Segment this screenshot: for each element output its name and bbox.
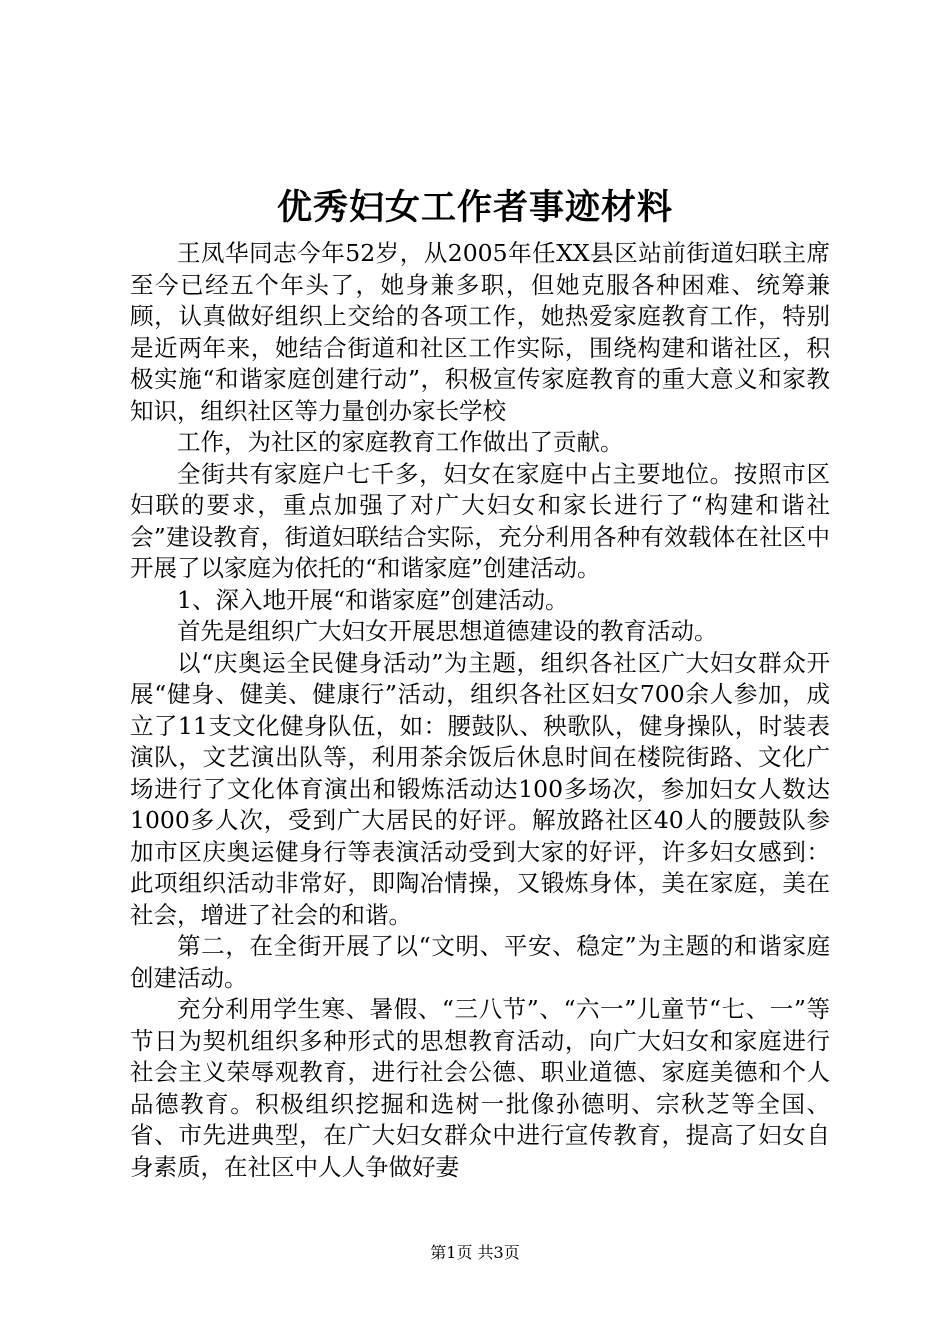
paragraph: 充分利用学生寒、暑假、“三八节”、“六一”儿童节“七、一”等节日为契机组织多种形式的思想教育活动，向广大妇女和家庭进行社会主义荣辱观教育，进行社会公德、职业道德、家庭美德和个人品德教育。积极组织挖掘和选树一批像孙德明、宗秋芝等全国、省、市先进典型，在广大妇女群众中进行宣传教育，提高了妇女自身素质，在社区中人人争做好妻 bbox=[130, 995, 830, 1181]
paragraph: 1、深入地开展“和谐家庭”创建活动。 bbox=[177, 585, 569, 614]
paragraph: 王凤华同志今年52岁，从2005年任XX县区站前街道妇联主席至今已经五个年头了，她身兼多职，但她克服各种困难、统筹兼顾，认真做好组织上交给的各项工作，她热爱家庭教育工作，特别是近两年来，她结合街道和社区工作实际，围绕构建和谐社区，积极实施“和谐家庭创建行动”，积极宣传家庭教育的重大意义和家教知识，组织社区等力量创办家长学校 bbox=[130, 239, 830, 425]
paragraph: 工作，为社区的家庭教育工作做出了贡献。 bbox=[177, 428, 624, 456]
document-body bbox=[130, 238, 830, 1183]
paragraph: 全街共有家庭户七千多，妇女在家庭中占主要地位。按照市区妇联的要求，重点加强了对广大妇女和家长进行了“构建和谐社会”建设教育，街道妇联结合实际，充分利用各种有效载体在社区中开展了以家庭为依托的“和谐家庭”创建活动。 bbox=[130, 459, 830, 582]
paragraph: 第二，在全街开展了以“文明、平安、稳定”为主题的和谐家庭创建活动。 bbox=[130, 932, 830, 992]
document-title: 优秀妇女工作者事迹材料 bbox=[276, 187, 673, 228]
paragraph: 以“庆奥运全民健身活动”为主题，组织各社区广大妇女群众开展“健身、健美、健康行”活动，组织各社区妇女700余人参加，成立了11支文化健身队伍，如：腰鼓队、秧歌队，健身操队，时装表演队，文艺演出队等，利用茶余饭后休息时间在楼院街路、文化广场进行了文化体育演出和锻炼活动达100多场次，参加妇女人数达1000多人次，受到广大居民的好评。解放路社区40人的腰鼓队参加市区庆奥运健身行等表演活动受到大家的好评，许多妇女感到：此项组织活动非常好，即陶冶情操，又锻炼身体，美在家庭，美在社会，增进了社会的和谐。 bbox=[130, 648, 830, 929]
page-number-footer: 第1页 共3页 bbox=[430, 1243, 520, 1262]
paragraph: 首先是组织广大妇女开展思想道德建设的教育活动。 bbox=[177, 617, 718, 645]
